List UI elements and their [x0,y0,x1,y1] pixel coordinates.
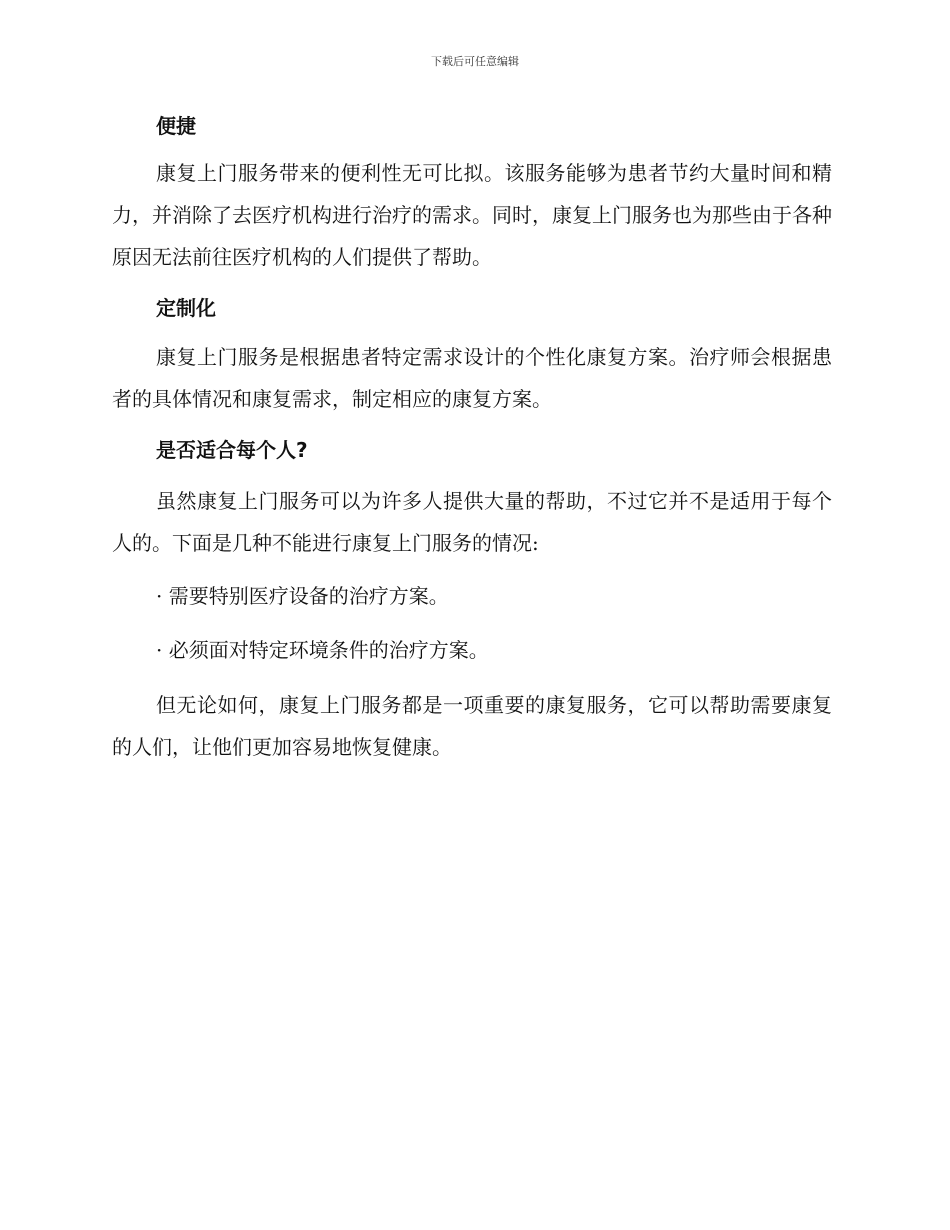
paragraph-conclusion: 但无论如何，康复上门服务都是一项重要的康复服务，它可以帮助需要康复的人们，让他们更加容易地恢复健康。 [112,693,832,759]
bullet-item: · 需要特别医疗设备的治疗方案。 [156,584,449,608]
document-body [112,108,832,768]
paragraph-suitability: 虽然康复上门服务可以为许多人提供大量的帮助，不过它并不是适用于每个人的。下面是几种不能进行康复上门服务的情况: [112,489,832,555]
paragraph-customization: 康复上门服务是根据患者特定需求设计的个性化康复方案。治疗师会根据患者的具体情况和康复需求，制定相应的康复方案。 [112,345,832,411]
bullet-item: · 必须面对特定环境条件的治疗方案。 [156,638,489,662]
paragraph-convenience: 康复上门服务带来的便利性无可比拟。该服务能够为患者节约大量时间和精力，并消除了去医疗机构进行治疗的需求。同时，康复上门服务也为那些由于各种原因无法前往医疗机构的人们提供了帮助。 [112,161,832,269]
section-heading-convenience: 便捷 [156,114,196,138]
page-header: 下载后可任意编辑 [431,55,519,68]
section-heading-customization: 定制化 [156,296,216,320]
section-heading-suitability: 是否适合每个人? [156,438,308,462]
